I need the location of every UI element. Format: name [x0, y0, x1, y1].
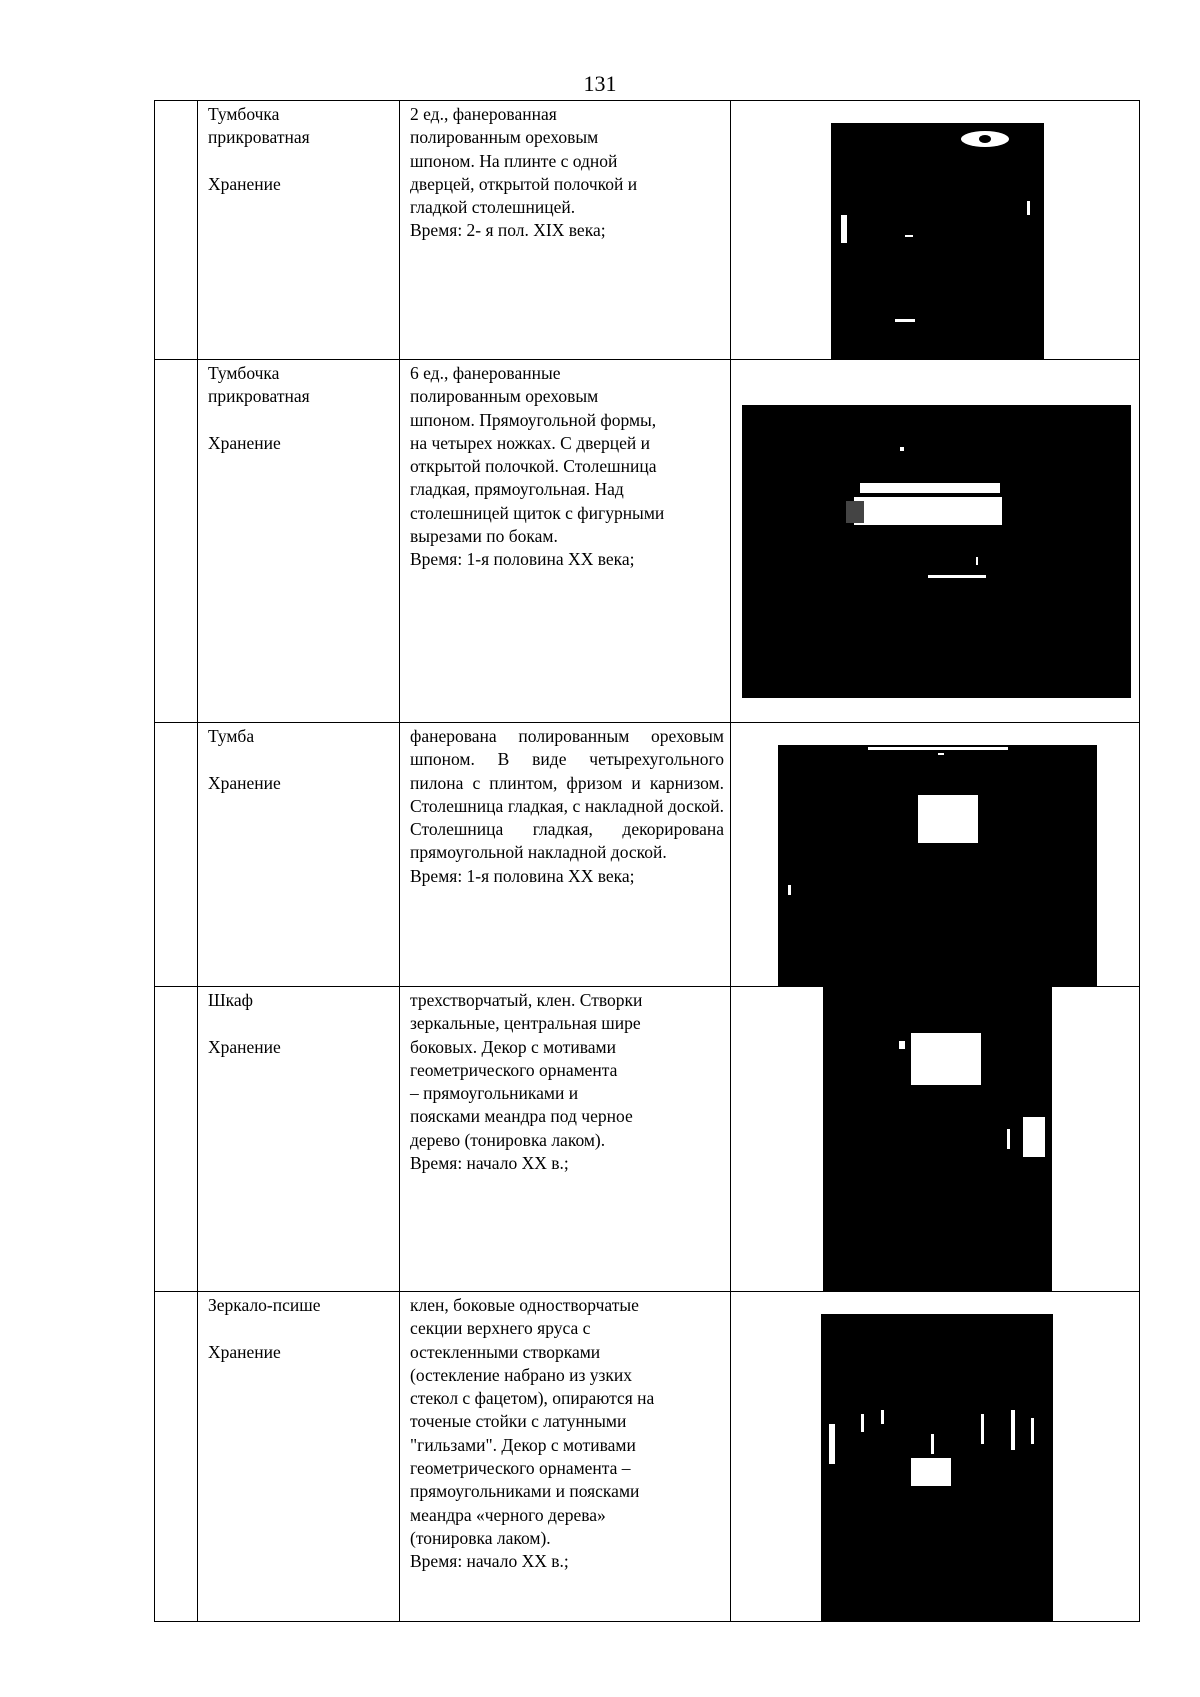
- item-photo: [742, 405, 1131, 698]
- photo-cell: [731, 1292, 1140, 1622]
- item-photo: [821, 1314, 1053, 1622]
- storage-location: Хранение: [208, 1341, 281, 1362]
- name-cell: [198, 723, 400, 987]
- item-photo: [831, 123, 1044, 359]
- item-description: фанерована полированным ореховым шпоном. В виде четырехугольного пилона с плинтом, фризом и карнизом. Столешница гладкая, с накладной доской. Столешница гладкая, декорирована прямоугольной накладной доской. Время: 1-я половина XX века;: [410, 726, 724, 886]
- photo-cell: [731, 101, 1140, 360]
- item-description: 6 ед., фанерованные полированным ореховым шпоном. Прямоугольной формы, на четырех ножках. С дверцей и открытой полочкой. Столешница гладкая, прямоугольная. Над столешницей щиток с фигурными вырезами по бокам. Время: 1-я половина XX века;: [410, 363, 665, 570]
- description-cell: [400, 723, 731, 987]
- number-cell: [155, 360, 198, 723]
- description-cell: [400, 987, 731, 1292]
- item-name: Шкаф: [208, 990, 253, 1010]
- inventory-table: [154, 100, 1140, 1622]
- item-description: 2 ед., фанерованная полированным ореховым шпоном. На плинте с одной дверцей, открытой полочкой и гладкой столешницей. Время: 2- я пол. XIX века;: [410, 104, 638, 241]
- item-photo: [823, 987, 1052, 1292]
- item-name: Зеркало-псише: [208, 1295, 321, 1315]
- name-cell: [198, 360, 400, 723]
- name-cell: [198, 1292, 400, 1622]
- table-row: [155, 1292, 1140, 1622]
- storage-location: Хранение: [208, 432, 281, 453]
- item-name: Тумбочка прикроватная: [208, 104, 310, 148]
- item-name: Тумбочка прикроватная: [208, 363, 310, 407]
- page-number: 131: [583, 71, 617, 96]
- name-cell: [198, 987, 400, 1292]
- table-row: [155, 723, 1140, 987]
- number-cell: [155, 987, 198, 1292]
- table-row: [155, 360, 1140, 723]
- name-cell: [198, 101, 400, 360]
- item-photo: [778, 745, 1097, 987]
- description-cell: [400, 101, 731, 360]
- item-description: клен, боковые одностворчатые секции верхнего яруса с остекленными створками (остекление набрано из узких стекол с фацетом), опираются на точеные стойки с латунными "гильзами". Декор с мотивами геометрического орнамента – прямоугольниками и поясками меандра «черного дерева» (тонировка лаком). Время: начало XX в.;: [410, 1295, 655, 1572]
- storage-location: Хранение: [208, 772, 281, 793]
- description-cell: [400, 360, 731, 723]
- table-row: [155, 101, 1140, 360]
- number-cell: [155, 101, 198, 360]
- photo-cell: [731, 723, 1140, 987]
- item-description: трехстворчатый, клен. Створки зеркальные, центральная шире боковых. Декор с мотивами геометрического орнамента – прямоугольниками и поясками меандра под черное дерево (тонировка лаком). Время: начало XX в.;: [410, 990, 643, 1174]
- table-row: [155, 987, 1140, 1292]
- photo-cell: [731, 987, 1140, 1292]
- description-cell: [400, 1292, 731, 1622]
- number-cell: [155, 1292, 198, 1622]
- storage-location: Хранение: [208, 173, 281, 194]
- number-cell: [155, 723, 198, 987]
- photo-cell: [731, 360, 1140, 723]
- storage-location: Хранение: [208, 1036, 281, 1057]
- item-name: Тумба: [208, 726, 255, 746]
